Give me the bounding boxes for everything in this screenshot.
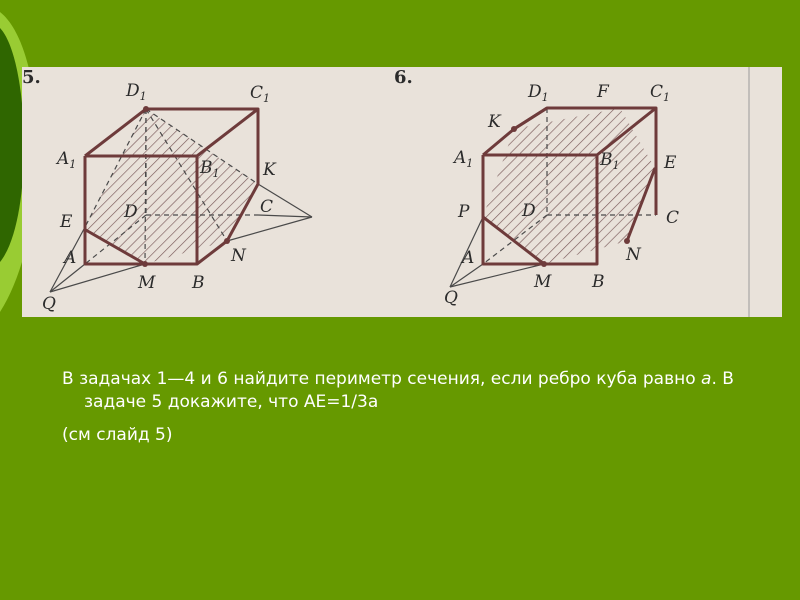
figure-5-point-m (142, 261, 148, 267)
figure-6-label-p: P (458, 202, 470, 222)
figure-5-label-m: M (138, 273, 156, 293)
figure-6-label-c: C (666, 208, 680, 228)
figure-5-label-a: A (64, 248, 77, 268)
figure-5-label-d: D (124, 202, 138, 222)
task-paragraph (62, 368, 782, 414)
figure-5-label-a1: $A_1$ (57, 149, 77, 171)
figure-5-label-b: B (192, 273, 205, 293)
figure-5-point-n (224, 238, 230, 244)
figure-5-label-c: C (260, 197, 274, 217)
figure-6-label-m: M (534, 272, 552, 292)
figure-6-label-f: F (597, 82, 609, 102)
figure-6-label-b1: $B_1$ (600, 150, 620, 172)
figure-5-section (84, 109, 258, 264)
figure-6-label-q: Q (444, 288, 458, 308)
figure-6-number: 6. (394, 67, 413, 88)
figure-6-label-c1: $C_1$ (650, 82, 671, 104)
figure-5-construction-line (50, 264, 145, 292)
figure-6-point-n (624, 238, 630, 244)
figure-5-label-e: E (60, 212, 73, 232)
figure-6 (394, 67, 679, 308)
figure-5-label-b1: $B_1$ (200, 158, 220, 180)
figure-6-point-m (541, 261, 547, 267)
figure-5-label-c1: $C_1$ (250, 83, 271, 105)
figure-6-label-d: D (522, 201, 536, 221)
figure-5-point-d1 (143, 106, 149, 112)
figure-6-label-a1: $A_1$ (454, 148, 474, 170)
figure-6-label-b: B (592, 272, 605, 292)
slide-reference: (см слайд 5) (62, 425, 173, 445)
task-text-part: В задачах 1—4 и 6 найдите периметр сечения, если ребро куба равно (62, 369, 702, 389)
figure-6-label-d1: $D_1$ (528, 82, 549, 104)
task-text-part: . В задаче 5 докажите, что АЕ=1/3а (84, 369, 734, 412)
figure-5-number: 5. (22, 67, 41, 88)
figure-panel (22, 67, 782, 317)
figure-5 (22, 67, 312, 314)
figure-5-label-k: K (263, 160, 276, 180)
figure-5-label-d1: $D_1$ (126, 81, 147, 103)
figure-6-label-k: K (488, 112, 501, 132)
figure-6-label-n: N (626, 245, 641, 265)
task-text (62, 368, 782, 447)
edge-variable: а (701, 369, 712, 389)
figure-6-label-a: A (462, 248, 475, 268)
figure-6-point-k (511, 126, 517, 132)
figure-6-label-e: E (664, 153, 677, 173)
figure-5-label-n: N (231, 246, 246, 266)
figure-5-construction-line (50, 264, 85, 292)
figure-5-label-q: Q (42, 294, 56, 314)
